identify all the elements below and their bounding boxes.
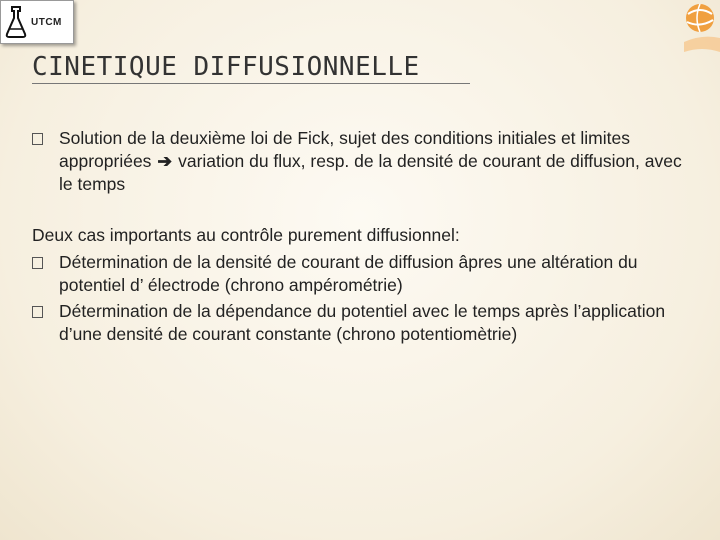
bullet-text-part2: variation du flux, resp. de la densité de courant de diffusion, avec le temps xyxy=(59,151,682,194)
page-title: CINETIQUE DIFFUSIONNELLE xyxy=(32,52,420,82)
globe-logo-icon xyxy=(670,0,720,60)
bullet-text: Détermination de la dépendance du potentiel avec le temps après l’application d’une densité de courant constante (chrono potentiomètrie) xyxy=(59,301,666,344)
intro-paragraph: Deux cas importants au contrôle purement diffusionnel: xyxy=(32,225,460,245)
logo-text: UTCM xyxy=(31,16,62,28)
list-item xyxy=(32,300,692,346)
bullet-box-icon xyxy=(32,133,43,145)
bullet-text xyxy=(59,127,692,196)
bullet-box-icon xyxy=(32,306,43,318)
list-item xyxy=(32,127,692,196)
bullet-text-part1: Solution de la deuxième loi de Fick, sujet des conditions initiales et limites appropriées xyxy=(59,128,630,171)
flask-logo-icon xyxy=(5,5,27,39)
utcm-logo xyxy=(0,0,74,44)
bullet-text: Détermination de la densité de courant de diffusion âpres une altération du potentiel d’ électrode (chrono ampérométrie) xyxy=(59,252,638,295)
list-item xyxy=(32,251,692,297)
arrow-right-icon: ➔ xyxy=(157,151,173,171)
title-underline xyxy=(32,83,470,84)
bullet-box-icon xyxy=(32,257,43,269)
